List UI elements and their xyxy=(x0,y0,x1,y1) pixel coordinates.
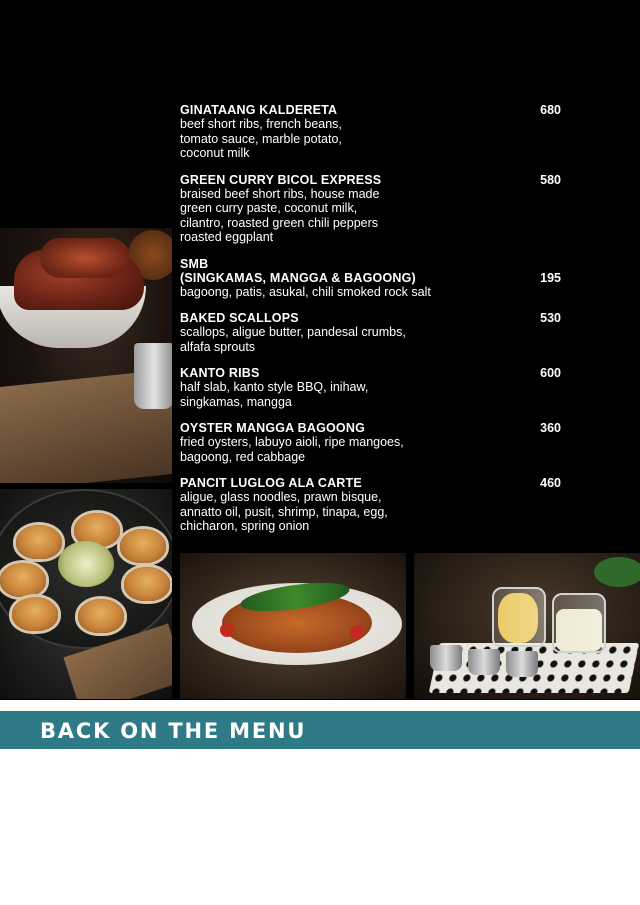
tomato xyxy=(220,623,234,637)
menu-item xyxy=(180,173,565,245)
menu-item xyxy=(180,476,565,534)
dip-cup xyxy=(506,651,538,677)
menu-item xyxy=(180,311,565,354)
scallop-shell xyxy=(0,563,46,597)
scallops-photo xyxy=(0,489,172,699)
item-description: fried oysters, labuyo aioli, ripe mangoes, bagoong, red cabbage xyxy=(180,435,404,464)
item-description: scallops, aligue butter, pandesal crumbs, alfafa sprouts xyxy=(180,325,406,354)
menu-item xyxy=(180,421,565,464)
item-price: 530 xyxy=(540,311,561,325)
menu-item xyxy=(180,366,565,409)
menu-item xyxy=(180,257,565,300)
scallop-shell xyxy=(124,567,170,601)
curry-photo xyxy=(180,553,406,699)
menu-list xyxy=(180,103,565,546)
item-name: SMB (SINGKAMAS, MANGGA & BAGOONG) xyxy=(180,256,416,285)
item-price: 580 xyxy=(540,172,561,187)
item-price: 360 xyxy=(540,421,561,435)
dip-cup xyxy=(468,649,500,675)
glass-jar xyxy=(492,587,546,647)
ribs-photo xyxy=(0,228,172,483)
item-name: BAKED SCALLOPS xyxy=(180,311,299,325)
ribs-food xyxy=(40,238,130,278)
back-on-menu-banner xyxy=(0,711,640,749)
sprouts-garnish xyxy=(58,541,114,587)
item-price: 600 xyxy=(540,366,561,380)
item-price: 680 xyxy=(540,103,561,117)
item-description: half slab, kanto style BBQ, inihaw, singkamas, mangga xyxy=(180,380,369,409)
drinks-photo xyxy=(414,553,640,699)
item-name: GINATAANG KALDERETA xyxy=(180,103,338,117)
item-name: GREEN CURRY BICOL EXPRESS xyxy=(180,172,382,187)
menu-item xyxy=(180,103,565,161)
dip-cup xyxy=(134,343,172,409)
scallop-shell xyxy=(12,597,58,631)
scallop-shell xyxy=(120,529,166,563)
item-description: bagoong, patis, asukal, chili smoked rock salt xyxy=(180,284,431,299)
item-name: KANTO RIBS xyxy=(180,366,260,380)
banner-title: BACK ON THE MENU xyxy=(40,719,307,743)
scallop-shell xyxy=(78,599,124,633)
scallop-shell xyxy=(16,525,62,559)
glass-jar xyxy=(552,593,606,653)
item-description: beef short ribs, french beans, tomato sauce, marble potato, coconut milk xyxy=(180,117,342,160)
leaf xyxy=(594,557,640,587)
item-description: braised beef short ribs, house made green curry paste, coconut milk, cilantro, roasted green chili peppers roasted eggplant xyxy=(180,186,380,244)
item-price: 460 xyxy=(540,476,561,490)
item-name: OYSTER MANGGA BAGOONG xyxy=(180,421,365,435)
tomato xyxy=(350,625,364,639)
item-description: aligue, glass noodles, prawn bisque, annatto oil, pusit, shrimp, tinapa, egg, chicharon, spring onion xyxy=(180,490,388,533)
dip-cup xyxy=(430,645,462,671)
item-name: PANCIT LUGLOG ALA CARTE xyxy=(180,476,362,490)
item-price: 195 xyxy=(540,270,561,285)
